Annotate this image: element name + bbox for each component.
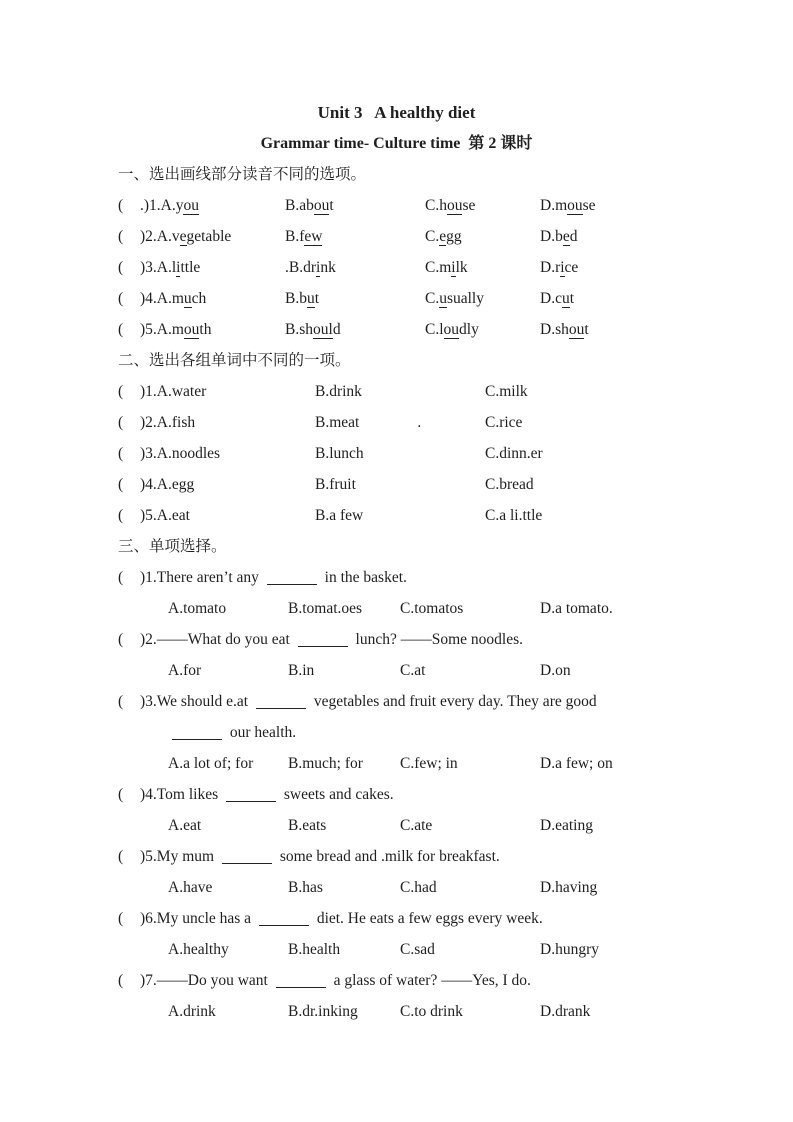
answer-paren: ( <box>118 197 124 214</box>
option-text <box>400 872 540 903</box>
underlined-letters: e <box>179 228 187 245</box>
text-run: B.dr.inking <box>288 1003 358 1020</box>
text-run: t <box>314 290 320 307</box>
option-text <box>540 810 753 841</box>
option-text <box>140 190 285 221</box>
option-text <box>540 655 753 686</box>
option-text <box>540 252 753 283</box>
option-text <box>540 283 753 314</box>
section-heading: 三、单项选择。 <box>118 538 227 555</box>
option-text <box>168 934 288 965</box>
option-text <box>168 593 288 624</box>
text-run: )1.A.water <box>140 383 207 400</box>
answer-paren: ( <box>118 631 124 648</box>
answer-paren: ( <box>118 259 124 276</box>
text-run: )4.A.egg <box>140 476 195 493</box>
option-text <box>140 376 315 407</box>
text-run: .B.dr <box>285 259 316 276</box>
text-run: D.m <box>540 197 568 214</box>
text-run: d <box>332 321 341 338</box>
question-line <box>118 965 753 996</box>
text-run: ch <box>191 290 207 307</box>
options-row <box>168 748 753 779</box>
blank-line <box>226 797 276 802</box>
text-run: se <box>462 197 476 214</box>
sections-container <box>118 159 753 1027</box>
text-run: C.rice <box>485 414 523 431</box>
text-run: gg <box>446 228 462 245</box>
underlined-letters: ou <box>183 321 200 338</box>
text-run: .)1.A.y <box>140 197 184 214</box>
options-row <box>168 655 753 686</box>
question-text <box>140 686 753 717</box>
question-text <box>140 841 753 872</box>
text-run: )3.A.l <box>140 259 177 276</box>
text-run: our health. <box>226 724 297 741</box>
text-run: C.h <box>425 197 447 214</box>
text-run: C.had <box>400 879 437 896</box>
underlined-letters: i <box>560 259 565 276</box>
text-run: )2.A.fish <box>140 414 196 431</box>
question-row <box>118 190 753 221</box>
question-line <box>118 903 753 934</box>
option-text <box>288 996 400 1027</box>
text-run: B.tomat.oes <box>288 600 363 617</box>
option-text <box>140 314 285 345</box>
option-text <box>400 655 540 686</box>
answer-paren: ( <box>118 569 124 586</box>
option-text <box>540 748 753 779</box>
text-run: B.in <box>288 662 315 679</box>
option-text <box>315 500 485 531</box>
text-run: B.b <box>285 290 307 307</box>
underlined-letters: e <box>439 228 447 245</box>
text-run: C.a li.ttle <box>485 507 543 524</box>
text-run: D.c <box>540 290 562 307</box>
text-run: some bread and .milk for breakfast. <box>275 848 500 865</box>
text-run: A.a lot of; for <box>168 755 254 772</box>
text-run: C.tomatos <box>400 600 464 617</box>
question-row <box>118 314 753 345</box>
answer-paren: ( <box>118 445 124 462</box>
text-run: C.to drink <box>400 1003 463 1020</box>
question-line <box>168 717 753 748</box>
underlined-letters: i <box>451 259 456 276</box>
option-text <box>168 872 288 903</box>
option-text <box>140 221 285 252</box>
option-text <box>540 314 753 345</box>
underlined-letters: ew <box>304 228 323 245</box>
answer-paren: ( <box>118 910 124 927</box>
text-run: B.much; for <box>288 755 363 772</box>
underlined-letters: u <box>439 290 447 307</box>
option-text <box>288 872 400 903</box>
blank-line <box>222 859 272 864</box>
blank-line <box>276 983 326 988</box>
option-text <box>315 438 485 469</box>
question-row <box>118 221 753 252</box>
option-text <box>285 252 425 283</box>
answer-paren: ( <box>118 476 124 493</box>
answer-paren: ( <box>118 848 124 865</box>
text-run: D.on <box>540 662 571 679</box>
option-text <box>485 438 753 469</box>
text-run: C.dinn.er <box>485 445 543 462</box>
text-run: B.has <box>288 879 323 896</box>
option-text <box>315 407 485 438</box>
text-run: B.health <box>288 941 341 958</box>
page-title: Unit 3 A healthy diet <box>317 103 476 122</box>
text-run: B.a few <box>315 507 364 524</box>
page-subtitle: Grammar time- Culture time 第 2 课时 <box>260 135 533 152</box>
question-text <box>140 624 753 655</box>
text-run: )1.There aren’t any <box>140 569 263 586</box>
text-run: se <box>582 197 596 214</box>
option-text <box>285 314 425 345</box>
text-run: C.few; in <box>400 755 458 772</box>
text-run: D.hungry <box>540 941 599 958</box>
text-run: D.eating <box>540 817 593 834</box>
options-row <box>168 872 753 903</box>
text-run: t <box>329 197 334 214</box>
text-run: )5.My mum <box>140 848 218 865</box>
underlined-letters: ou <box>313 197 330 214</box>
text-run: dly <box>459 321 479 338</box>
text-run: sually <box>446 290 484 307</box>
question-line <box>118 841 753 872</box>
text-run: B.sh <box>285 321 313 338</box>
text-run: )3.We should e.at <box>140 693 252 710</box>
option-text <box>168 810 288 841</box>
question-text <box>140 903 753 934</box>
question-text <box>140 965 753 996</box>
underlined-letters: ou <box>183 197 199 214</box>
text-run: C.at <box>400 662 426 679</box>
question-row <box>118 376 753 407</box>
text-run: lk <box>455 259 468 276</box>
blank-line <box>298 642 348 647</box>
text-run: C.sad <box>400 941 435 958</box>
option-text <box>288 934 400 965</box>
text-run: )2.A.v <box>140 228 180 245</box>
option-text <box>485 500 753 531</box>
text-run: vegetables and fruit every day. They are good <box>309 693 597 710</box>
text-run: )3.A.noodles <box>140 445 221 462</box>
text-run: C.l <box>425 321 444 338</box>
blank-line <box>256 704 306 709</box>
text-run: )6.My uncle has a <box>140 910 255 927</box>
text-run: )4.Tom likes <box>140 786 223 803</box>
underlined-letters: u <box>183 290 192 307</box>
option-text <box>400 996 540 1027</box>
option-text <box>140 469 315 500</box>
option-text <box>168 748 288 779</box>
text-run: in the basket. <box>320 569 407 586</box>
text-run: nk <box>320 259 336 276</box>
option-text <box>288 655 400 686</box>
text-run: A.for <box>168 662 202 679</box>
text-run: )4.A.m <box>140 290 184 307</box>
text-run: B.fruit <box>315 476 356 493</box>
text-run: A.healthy <box>168 941 229 958</box>
section-heading: 二、选出各组单词中不同的一项。 <box>118 352 351 369</box>
text-run: ttle <box>180 259 201 276</box>
text-run: B.drink <box>315 383 362 400</box>
answer-paren: ( <box>118 414 124 431</box>
underlined-letters: u <box>561 290 570 307</box>
option-text <box>285 221 425 252</box>
option-text <box>425 221 540 252</box>
option-text <box>168 655 288 686</box>
option-text <box>400 934 540 965</box>
text-run: A.have <box>168 879 213 896</box>
text-run: . <box>417 414 422 431</box>
option-text <box>400 593 540 624</box>
underlined-letters: oul <box>313 321 333 338</box>
text-run: sweets and cakes. <box>280 786 394 803</box>
text-run: th <box>199 321 212 338</box>
option-text <box>140 407 315 438</box>
text-run: getable <box>186 228 232 245</box>
text-run: C.m <box>425 259 452 276</box>
option-text <box>540 872 753 903</box>
question-row <box>118 469 753 500</box>
question-text <box>140 562 753 593</box>
option-text <box>400 810 540 841</box>
option-text <box>540 934 753 965</box>
text-run: t <box>569 290 575 307</box>
option-text <box>485 469 753 500</box>
question-line <box>118 686 753 717</box>
blank-line <box>172 735 222 740</box>
text-run: diet. He eats a few eggs every week. <box>312 910 543 927</box>
question-line <box>118 624 753 655</box>
question-row <box>118 252 753 283</box>
answer-paren: ( <box>118 290 124 307</box>
text-run: B.meat <box>315 414 360 431</box>
option-text <box>425 252 540 283</box>
option-text <box>540 190 753 221</box>
option-text <box>540 593 753 624</box>
option-text <box>485 376 753 407</box>
question-row <box>118 500 753 531</box>
option-text <box>285 283 425 314</box>
text-run: )5.A.m <box>140 321 184 338</box>
text-run: D.having <box>540 879 598 896</box>
answer-paren: ( <box>118 507 124 524</box>
section <box>118 159 753 345</box>
options-row <box>168 996 753 1027</box>
underlined-letters: ou <box>568 321 585 338</box>
question-row <box>118 283 753 314</box>
underlined-letters: ou <box>567 197 583 214</box>
option-text <box>540 221 753 252</box>
question-row <box>118 438 753 469</box>
text-run: A.tomato <box>168 600 227 617</box>
option-text <box>285 190 425 221</box>
text-run: )2.——What do you eat <box>140 631 294 648</box>
text-run: a glass of water? ——Yes, I do. <box>329 972 531 989</box>
text-run: D.a few; on <box>540 755 613 772</box>
question-line <box>118 779 753 810</box>
text-run: C.ate <box>400 817 433 834</box>
text-run: t <box>584 321 589 338</box>
option-text <box>315 376 485 407</box>
text-run: D.b <box>540 228 563 245</box>
underlined-letters: ou <box>443 321 460 338</box>
text-run: C.bread <box>485 476 534 493</box>
text-run: D.drank <box>540 1003 591 1020</box>
question-row <box>118 407 753 438</box>
underlined-letters: e <box>562 228 570 245</box>
option-text <box>540 996 753 1027</box>
text-run: B.f <box>285 228 305 245</box>
question-text <box>140 779 753 810</box>
text-run: ce <box>564 259 579 276</box>
text-run: B.lunch <box>315 445 364 462</box>
option-text <box>425 283 540 314</box>
blank-line <box>259 921 309 926</box>
options-row <box>168 810 753 841</box>
text-run: D.sh <box>540 321 569 338</box>
option-text <box>288 593 400 624</box>
option-text <box>140 438 315 469</box>
option-text <box>288 748 400 779</box>
section <box>118 345 753 531</box>
text-run: D.a tomato. <box>540 600 613 617</box>
underlined-letters: i <box>176 259 181 276</box>
option-text <box>400 748 540 779</box>
option-text <box>140 500 315 531</box>
section-heading: 一、选出画线部分读音不同的选项。 <box>118 166 367 183</box>
option-text <box>425 314 540 345</box>
text-run: d <box>569 228 578 245</box>
text-run: )5.A.eat <box>140 507 190 524</box>
text-run: B.ab <box>285 197 314 214</box>
blank-line <box>267 580 317 585</box>
text-run: lunch? ——Some noodles. <box>351 631 524 648</box>
text-run: C.milk <box>485 383 528 400</box>
answer-paren: ( <box>118 228 124 245</box>
options-row <box>168 593 753 624</box>
question-line <box>118 562 753 593</box>
options-row <box>168 934 753 965</box>
underlined-letters: i <box>316 259 321 276</box>
answer-paren: ( <box>118 321 124 338</box>
text-run: C. <box>425 228 440 245</box>
option-text <box>485 407 753 438</box>
text-run: )7.——Do you want <box>140 972 272 989</box>
option-text <box>315 469 485 500</box>
text-run: A.eat <box>168 817 202 834</box>
text-run: B.eats <box>288 817 327 834</box>
text-run: D.r <box>540 259 561 276</box>
option-text <box>288 810 400 841</box>
answer-paren: ( <box>118 786 124 803</box>
option-text <box>425 190 540 221</box>
underlined-letters: u <box>306 290 315 307</box>
text-run: C. <box>425 290 440 307</box>
answer-paren: ( <box>118 972 124 989</box>
underlined-letters: ou <box>446 197 463 214</box>
answer-paren: ( <box>118 383 124 400</box>
text-run: A.drink <box>168 1003 216 1020</box>
option-text <box>140 283 285 314</box>
option-text <box>168 996 288 1027</box>
option-text <box>140 252 285 283</box>
answer-paren: ( <box>118 693 124 710</box>
section <box>118 531 753 1027</box>
